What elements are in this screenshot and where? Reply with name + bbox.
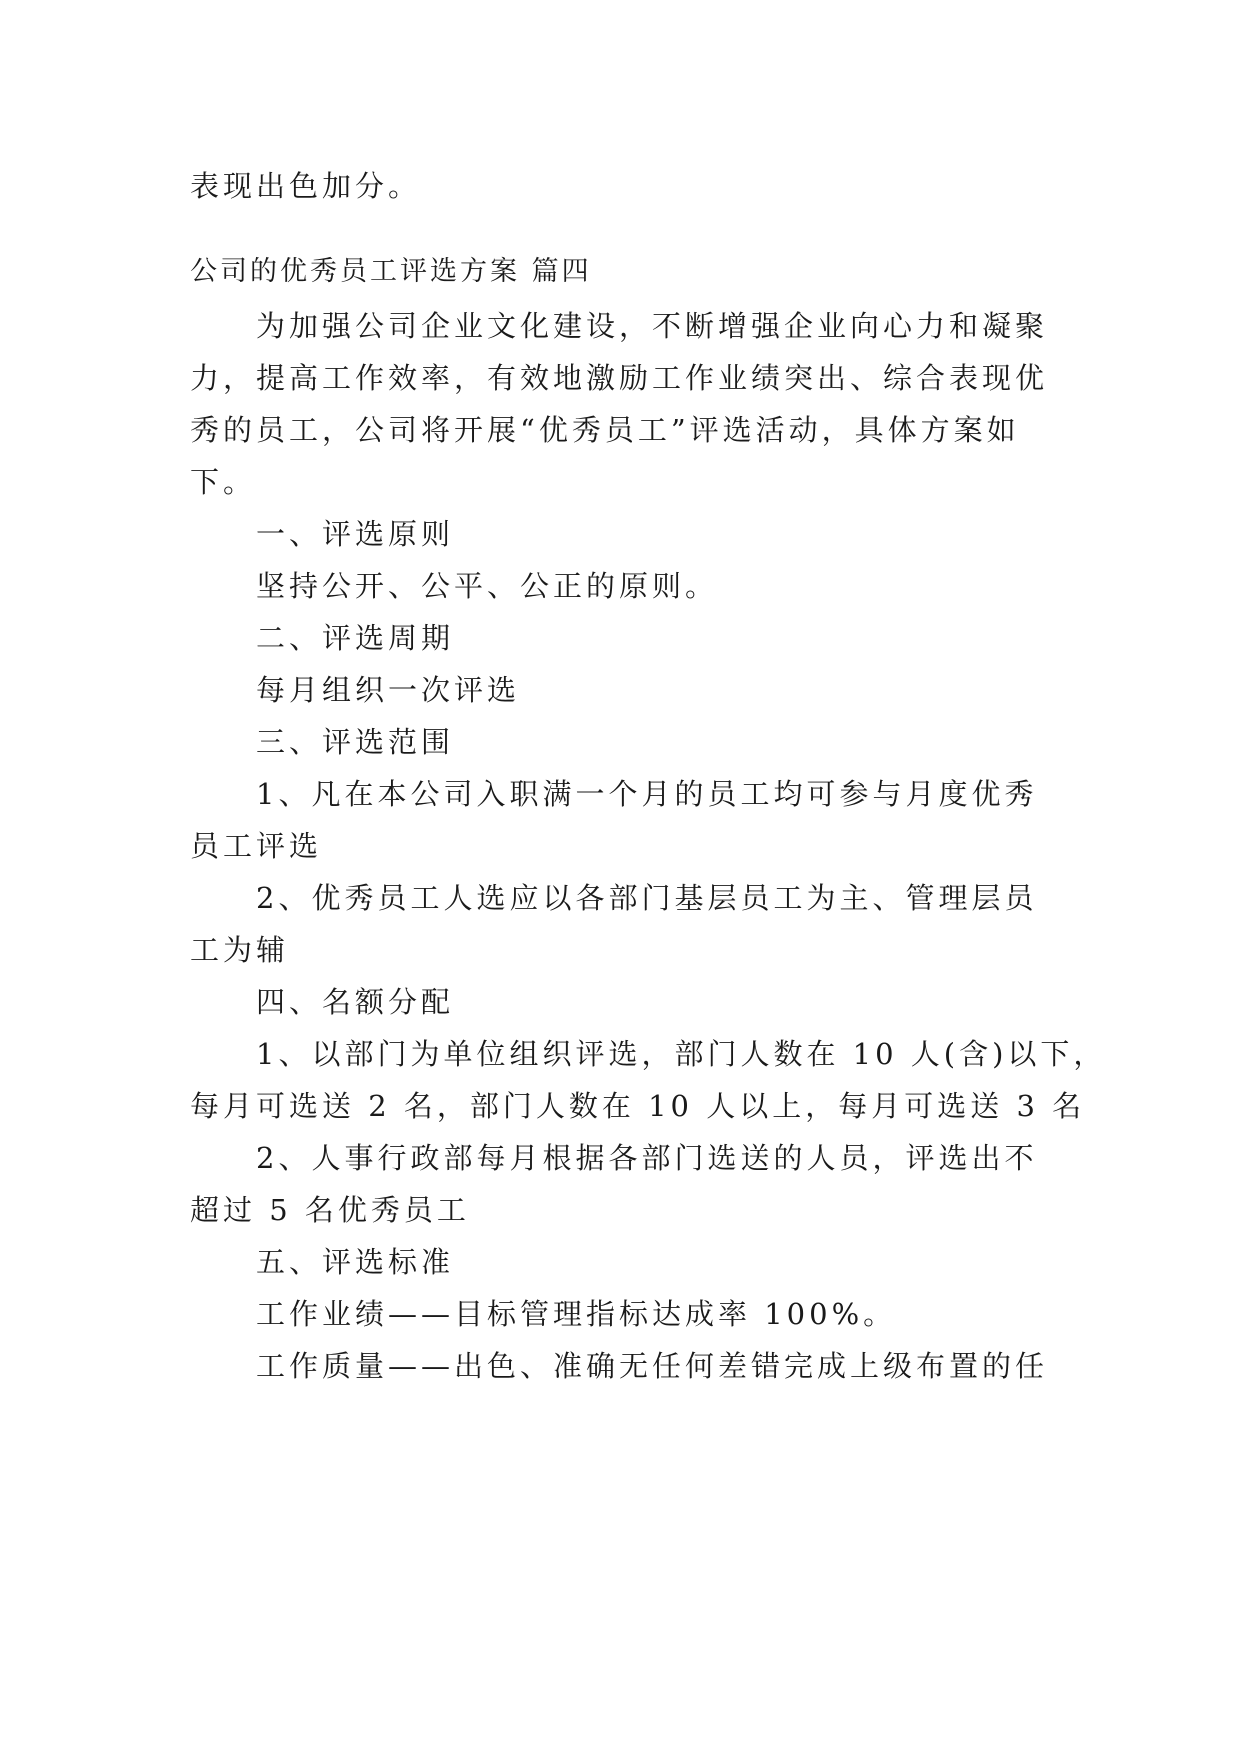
paragraph-line: 每月可选送 2 名，部门人数在 10 人以上，每月可选送 3 名 bbox=[190, 1089, 1086, 1123]
paragraph-line: 为加强公司企业文化建设，不断增强企业向心力和凝聚 bbox=[256, 309, 1049, 343]
paragraph-line: 工作业绩——目标管理指标达成率 100%。 bbox=[256, 1297, 897, 1331]
paragraph-line: 员工评选 bbox=[190, 829, 323, 863]
heading-principles: 一、评选原则 bbox=[256, 517, 455, 551]
paragraph-line: 坚持公开、公平、公正的原则。 bbox=[256, 569, 719, 603]
section-title: 公司的优秀员工评选方案 篇四 bbox=[190, 256, 592, 287]
paragraph-line: 每月组织一次评选 bbox=[256, 673, 521, 707]
paragraph-line: 下。 bbox=[190, 465, 257, 499]
heading-quota: 四、名额分配 bbox=[256, 985, 455, 1019]
paragraph-line: 表现出色加分。 bbox=[190, 169, 422, 203]
paragraph-line: 1、以部门为单位组织评选，部门人数在 10 人(含)以下， bbox=[256, 1037, 1107, 1071]
paragraph-line: 2、优秀员工人选应以各部门基层员工为主、管理层员 bbox=[256, 881, 1038, 915]
paragraph-line: 1、凡在本公司入职满一个月的员工均可参与月度优秀 bbox=[256, 777, 1038, 811]
paragraph-line: 工为辅 bbox=[190, 933, 290, 967]
paragraph-line: 工作质量——出色、准确无任何差错完成上级布置的任 bbox=[256, 1349, 1049, 1383]
paragraph-line: 力，提高工作效率，有效地激励工作业绩突出、综合表现优 bbox=[190, 361, 1049, 395]
paragraph-line: 秀的员工，公司将开展“优秀员工”评选活动，具体方案如 bbox=[190, 413, 1020, 447]
paragraph-line: 2、人事行政部每月根据各部门选送的人员，评选出不 bbox=[256, 1141, 1038, 1175]
heading-scope: 三、评选范围 bbox=[256, 725, 455, 759]
paragraph-line: 超过 5 名优秀员工 bbox=[190, 1193, 470, 1227]
heading-cycle: 二、评选周期 bbox=[256, 621, 455, 655]
heading-criteria: 五、评选标准 bbox=[256, 1245, 455, 1279]
